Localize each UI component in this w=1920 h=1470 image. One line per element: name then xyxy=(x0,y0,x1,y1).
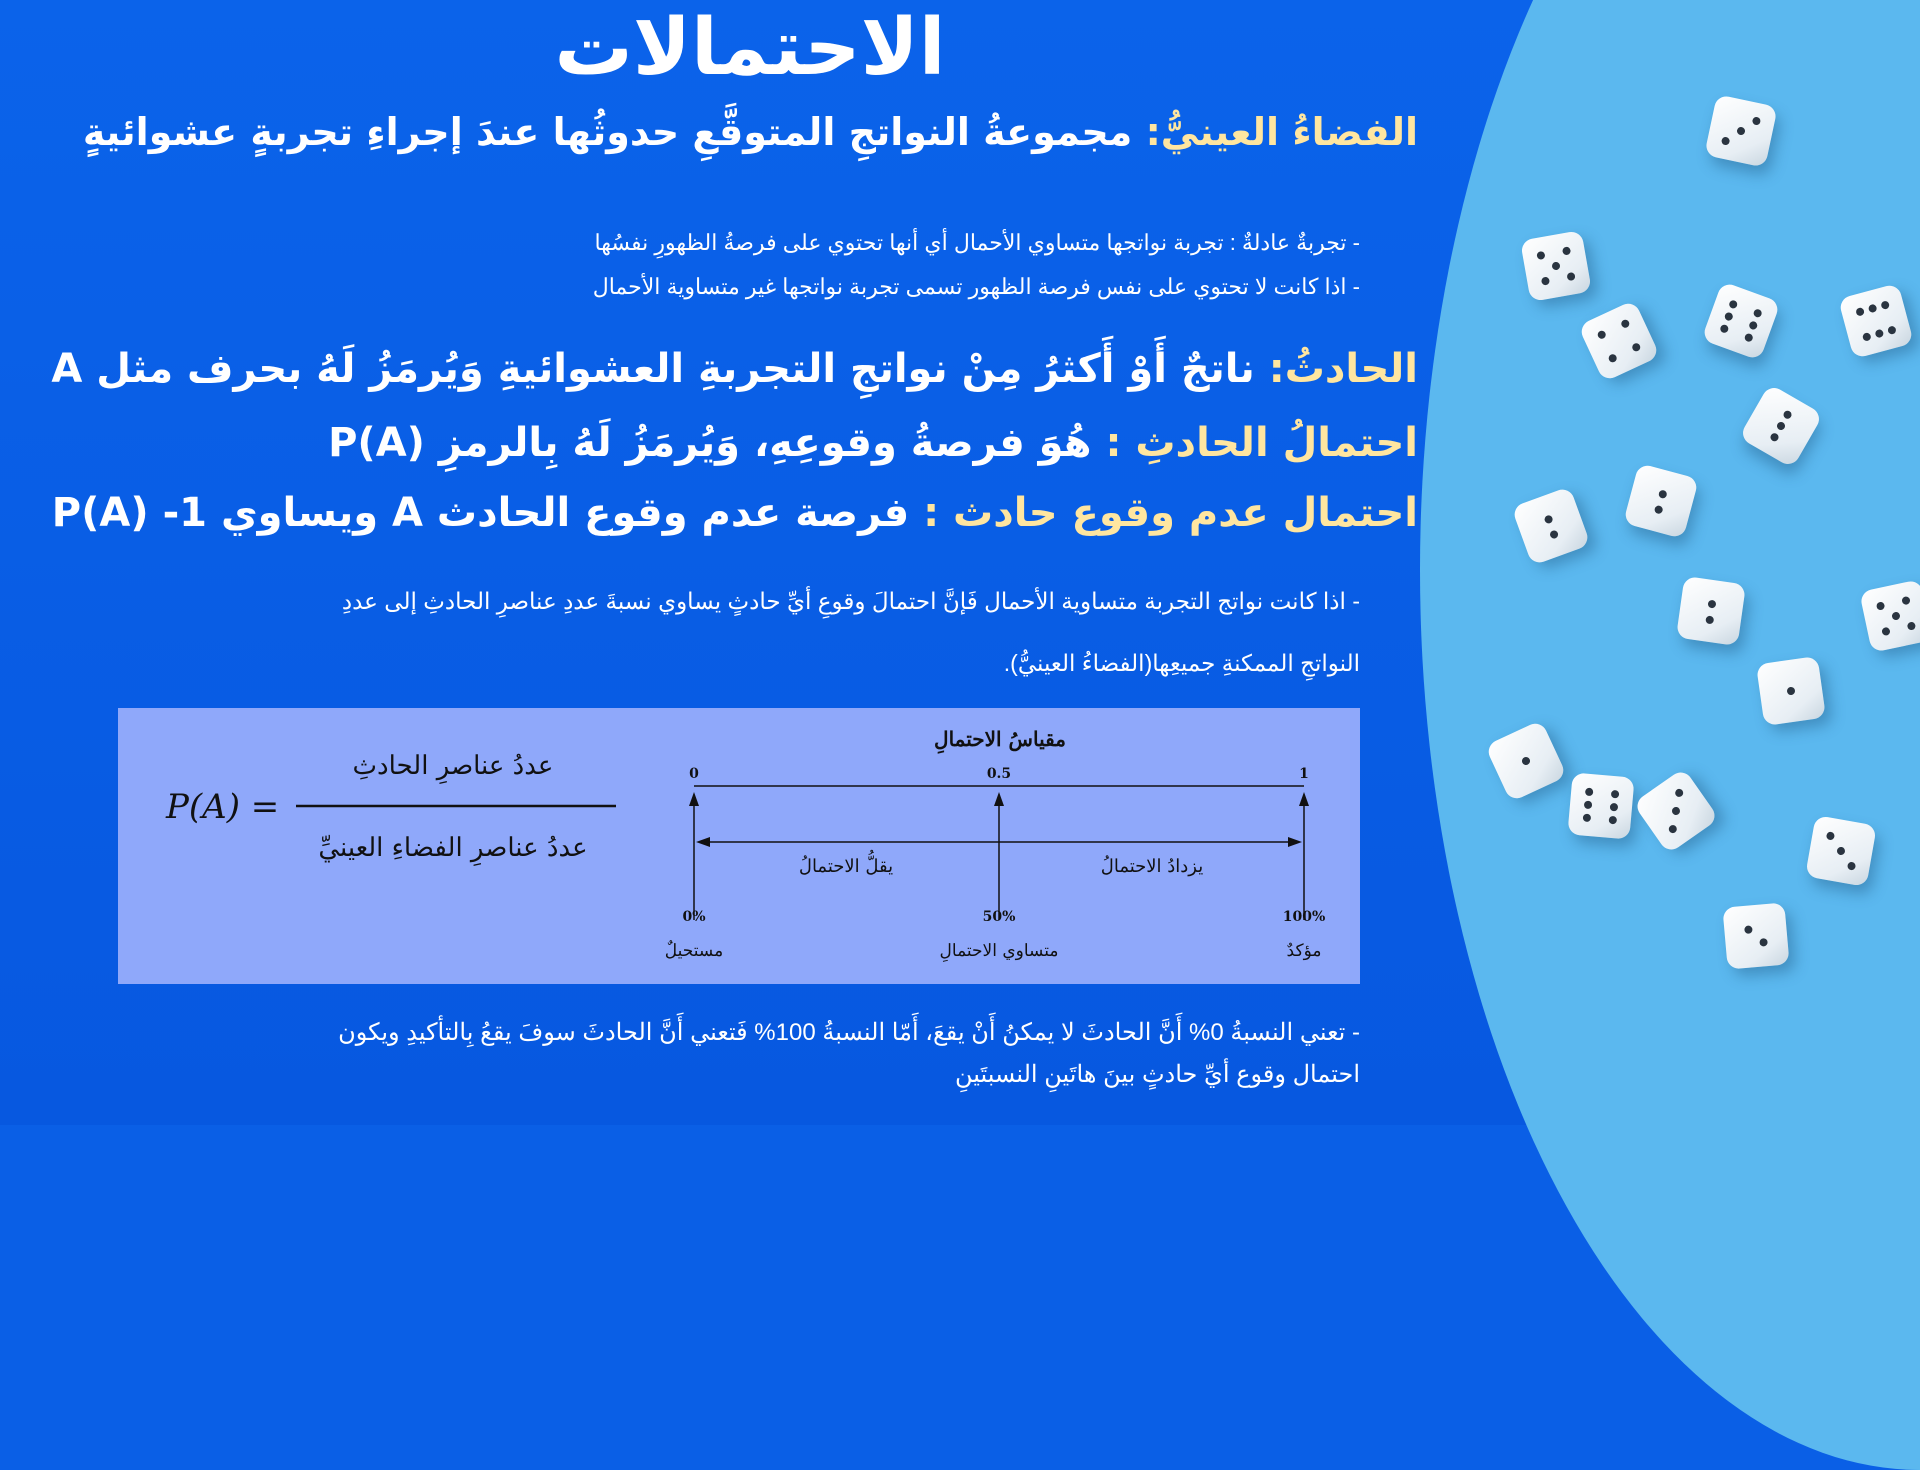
tick-bottom-0: 0% xyxy=(682,909,706,925)
scale-title: مقياسُ الاحتمالِ xyxy=(934,727,1066,751)
formula-denominator: عددُ عناصرِ الفضاءِ العينيِّ xyxy=(318,833,588,863)
sample-space-definition xyxy=(83,110,1418,154)
event-term: الحادثُ: xyxy=(1268,346,1418,392)
tick-bottom-50: 50% xyxy=(982,909,1016,925)
die-icon xyxy=(1511,486,1590,565)
die-icon xyxy=(1633,768,1719,854)
complement-term: احتمال عدم وقوع حادث : xyxy=(923,490,1418,536)
die-icon xyxy=(1739,384,1824,469)
percent-note-line2: احتمال وقوع أيِّ حادثٍ بينَ هاتَينِ النسبتَينِ xyxy=(954,1061,1360,1088)
certain-label: مؤكدٌ xyxy=(1286,941,1322,961)
sample-space-text: مجموعةُ النواتجِ المتوقَّعِ حدوثُها عندَ إجراءِ تجربةٍ عشوائيةٍ xyxy=(82,110,1133,154)
tick-top-05: 0.5 xyxy=(986,766,1012,782)
die-icon xyxy=(1676,576,1746,646)
event-definition xyxy=(51,346,1418,392)
event-text: ناتجٌ أَوْ أَكثرُ مِنْ نواتجِ التجربةِ العشوائيةِ وَيُرمَزُ لَهُ بحرف مثل A xyxy=(51,346,1255,392)
fair-experiment-note: - تجربةٌ عادلةٌ : تجربة نواتجها متساوي الأحمال أي أنها تحتوي على فرصةُ الظهورِ نفسُها xyxy=(594,230,1360,255)
equally-likely-label: متساوي الاحتمالِ xyxy=(939,941,1059,961)
die-icon xyxy=(1805,815,1877,887)
die-icon xyxy=(1704,94,1778,168)
unfair-experiment-note: - اذا كانت لا تحتوي على نفس فرصة الظهور تسمى تجربة نواتجها غير متساوية الأحمال xyxy=(592,274,1360,299)
formula-lhs: P(A) = xyxy=(166,787,280,827)
percent-note-line1: - تعني النسبةُ 0% أَنَّ الحادثَ لا يمكنُ أَنْ يقعَ، أَمّا النسبةُ 100% فَتعني أَنَّ الحادثَ سوفَ يقعُ بِالتأكيدِ ويكون xyxy=(338,1019,1360,1046)
die-icon xyxy=(1838,283,1914,359)
complement-text: فرصة عدم وقوع الحادث A ويساوي 1- P(A) xyxy=(51,490,910,536)
equal-outcomes-note-line2: النواتجِ الممكنةِ جميعِها(الفضاءُ العينيُّ). xyxy=(1003,650,1360,676)
die-icon xyxy=(1756,656,1826,726)
die-icon xyxy=(1859,579,1920,653)
tick-top-1: 1 xyxy=(1299,766,1309,782)
die-icon xyxy=(1701,281,1780,360)
arrowhead-up-middle xyxy=(994,792,1004,806)
probability-figure xyxy=(118,708,1360,984)
die-icon xyxy=(1520,230,1592,302)
die-icon xyxy=(1567,772,1634,839)
increases-label: يزدادُ الاحتمالُ xyxy=(1100,856,1204,877)
event-probability-term: احتمالُ الحادثِ : xyxy=(1105,420,1418,466)
tick-top-0: 0 xyxy=(689,766,699,782)
arrowhead-left xyxy=(696,837,710,847)
dice-decoration xyxy=(1420,0,1920,1470)
complement-definition xyxy=(52,490,1418,536)
arrowhead-right xyxy=(1288,837,1302,847)
event-probability-definition xyxy=(328,420,1418,466)
die-icon xyxy=(1578,300,1660,382)
arrowhead-up-right xyxy=(1299,792,1309,806)
probability-figure-svg xyxy=(118,708,1360,984)
event-probability-text: هُوَ فرصةُ وقوعِهِ، وَيُرمَزُ لَهُ بِالرمزِ P(A) xyxy=(328,420,1092,466)
sample-space-term: الفضاءُ العينيُّ: xyxy=(1145,110,1418,154)
die-icon xyxy=(1623,463,1699,539)
tick-bottom-100: 100% xyxy=(1282,909,1326,925)
slide-title: الاحتمالات xyxy=(554,3,946,93)
arrowhead-up-left xyxy=(689,792,699,806)
die-icon xyxy=(1722,902,1789,969)
decreases-label: يقلُّ الاحتمالُ xyxy=(798,856,894,877)
equal-outcomes-note-line1: - اذا كانت نواتج التجربة متساوية الأحمال فَإنَّ احتمالَ وقوعِ أيِّ حادثٍ يساوي نسبةَ عددِ عناصرِ الحادثِ إلى عددِ xyxy=(341,588,1360,614)
impossible-label: مستحيلٌ xyxy=(664,941,724,961)
formula-numerator: عددُ عناصرِ الحادثِ xyxy=(352,751,554,781)
die-icon xyxy=(1485,720,1567,802)
